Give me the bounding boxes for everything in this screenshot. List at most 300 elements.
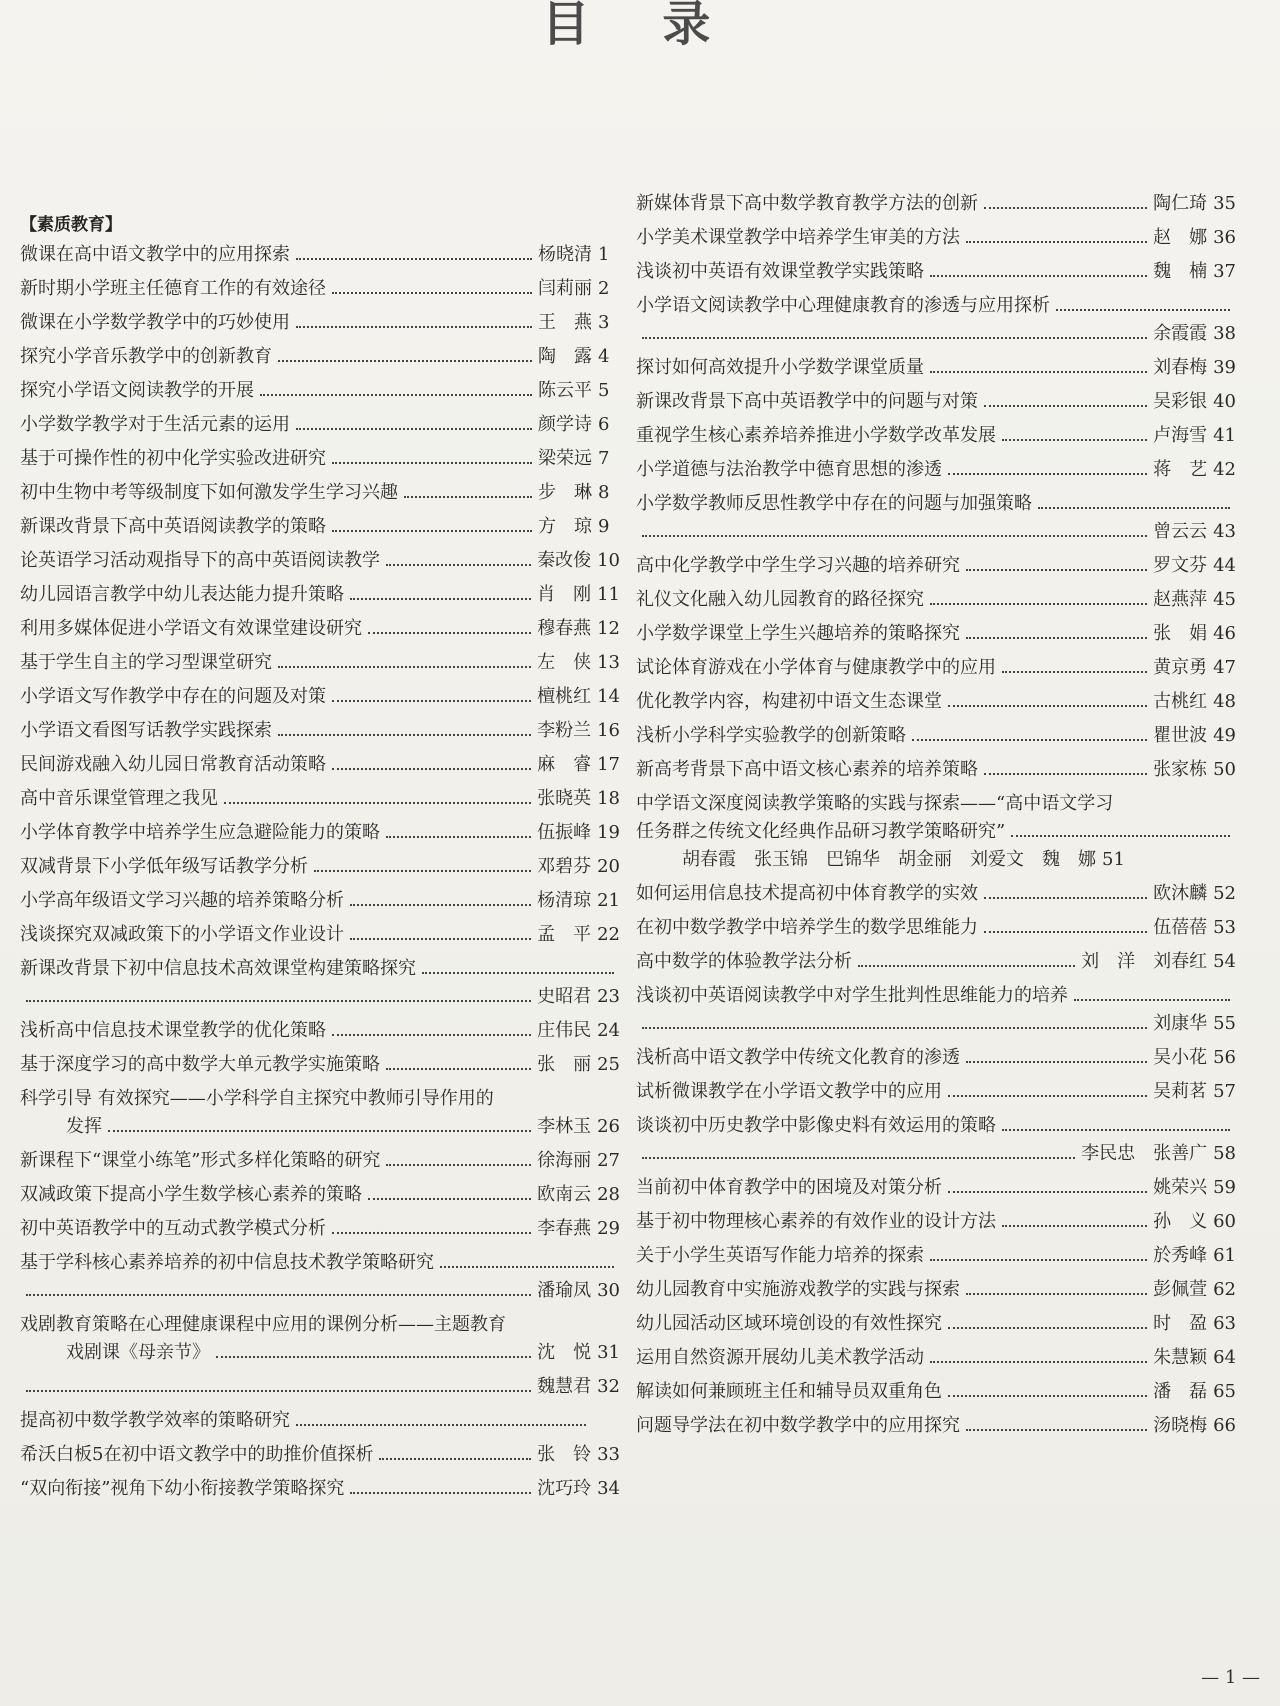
toc-entry — [20, 343, 620, 371]
leader-dots — [350, 938, 531, 940]
toc-entry-page: 59 — [1213, 1177, 1236, 1198]
leader-dots — [386, 564, 531, 566]
toc-entry-author: 瞿世波 — [1153, 725, 1208, 746]
toc-entry-author: 潘瑜凤 — [537, 1280, 592, 1301]
toc-entry-author: 曾云云 — [1153, 521, 1208, 542]
toc-entry — [636, 1276, 1236, 1304]
toc-entry-title: 运用自然资源开展幼儿美术教学活动 — [636, 1347, 924, 1368]
toc-entry-page: 50 — [1213, 759, 1236, 780]
leader-dots — [966, 637, 1147, 639]
toc-entry — [636, 722, 1236, 750]
leader-dots — [332, 1232, 531, 1234]
toc-entry-page: 13 — [597, 652, 620, 673]
toc-entry-page: 53 — [1213, 917, 1236, 938]
leader-dots — [912, 739, 1147, 741]
toc-entry-author: 庄伟民 — [537, 1020, 592, 1041]
toc-entry-page: 10 — [597, 550, 620, 571]
toc-entry-author: 邓碧芬 — [537, 856, 592, 877]
toc-entry-title: 基于学科核心素养培养的初中信息技术教学策略研究 — [20, 1252, 434, 1273]
toc-entry-title: 希沃白板5在初中语文教学中的助推价值探析 — [20, 1444, 374, 1465]
toc-entry — [20, 241, 620, 269]
leader-dots — [260, 394, 532, 396]
toc-entry-author: 蒋 艺 — [1153, 459, 1208, 480]
toc-entry-author: 魏慧君 — [537, 1376, 592, 1397]
toc-entry-page: 9 — [598, 516, 610, 537]
toc-entry-page: 38 — [1213, 323, 1236, 344]
page-title: 目 录 — [541, 0, 739, 52]
toc-entry — [636, 1078, 1236, 1106]
leader-dots — [404, 496, 532, 498]
toc-entry-author: 杨晓清 — [538, 244, 592, 265]
toc-entry — [20, 1017, 620, 1045]
toc-entry — [636, 456, 1236, 484]
toc-entry — [20, 513, 620, 541]
toc-entry-page: 65 — [1213, 1381, 1236, 1402]
toc-entry-title: 小学语文写作教学中存在的问题及对策 — [20, 686, 326, 707]
toc-entry-title: 浅析高中信息技术课堂教学的优化策略 — [20, 1020, 326, 1041]
toc-entry-title: 基于初中物理核心素养的有效作业的设计方法 — [636, 1211, 996, 1232]
leader-dots — [984, 773, 1147, 775]
toc-entry-title: 小学数学教学对于生活元素的运用 — [20, 414, 290, 435]
leader-dots — [966, 1293, 1147, 1295]
toc-entry-author: 史昭君 — [537, 986, 592, 1007]
toc-entry-author: 徐海丽 — [537, 1150, 592, 1171]
leader-dots — [1002, 1129, 1230, 1131]
toc-entry — [20, 785, 620, 813]
toc-entry-title: 浅谈探究双减政策下的小学语文作业设计 — [20, 924, 344, 945]
toc-entry-author: 肖 刚 — [537, 584, 592, 605]
toc-entry-title: 幼儿园活动区域环境创设的有效性探究 — [636, 1313, 942, 1334]
toc-entry-title: 试析微课教学在小学语文教学中的应用 — [636, 1081, 942, 1102]
toc-entry-page: 57 — [1213, 1081, 1236, 1102]
leader-dots — [858, 965, 1075, 967]
toc-entry-title: 幼儿园语言教学中幼儿表达能力提升策略 — [20, 584, 344, 605]
toc-entry — [20, 649, 620, 677]
toc-entry-title: 小学高年级语文学习兴趣的培养策略分析 — [20, 890, 344, 911]
toc-entry — [20, 581, 620, 609]
toc-entry-page: 2 — [598, 278, 610, 299]
toc-entry-author: 黄京勇 — [1153, 657, 1208, 678]
toc-entry-author: 李粉兰 — [537, 720, 592, 741]
toc-entry-author: 张 娟 — [1153, 623, 1208, 644]
toc-entry-title: 在初中数学教学中培养学生的数学思维能力 — [636, 917, 978, 938]
toc-entry-page: 14 — [597, 686, 620, 707]
toc-entry-author: 沈 悦 — [537, 1342, 592, 1363]
toc-entry-title: 新高考背景下高中语文核心素养的培养策略 — [636, 759, 978, 780]
toc-entry-title: 中学语文深度阅读教学策略的实践与探索——“高中语文学习 — [636, 793, 1114, 814]
toc-entry-title: 新课改背景下高中英语阅读教学的策略 — [20, 516, 326, 537]
toc-entry — [636, 422, 1236, 450]
toc-entry-page: 11 — [597, 584, 620, 605]
toc-entry-title: 小学数学课堂上学生兴趣培养的策略探究 — [636, 623, 960, 644]
toc-entry-author: 沈巧玲 — [537, 1478, 592, 1499]
leader-dots — [296, 428, 532, 430]
toc-entry-title: 如何运用信息技术提高初中体育教学的实效 — [636, 883, 978, 904]
toc-entry-title: 浅谈初中英语阅读教学中对学生批判性思维能力的培养 — [636, 985, 1068, 1006]
toc-entry-page: 31 — [597, 1342, 620, 1363]
toc-entry-title: 初中生物中考等级制度下如何激发学生学习兴趣 — [20, 482, 398, 503]
toc-entry — [636, 1044, 1236, 1072]
toc-entry-title: 高中音乐课堂管理之我见 — [20, 788, 218, 809]
toc-entry-multiline — [636, 292, 1236, 348]
toc-entry-title: 重视学生核心素养培养推进小学数学改革发展 — [636, 425, 996, 446]
toc-entry-page: 37 — [1213, 261, 1236, 282]
toc-entry-title: 民间游戏融入幼儿园日常教育活动策略 — [20, 754, 326, 775]
toc-entry-title: 谈谈初中历史教学中影像史料有效运用的策略 — [636, 1115, 996, 1136]
toc-entry-author: 梁荣远 — [538, 448, 592, 469]
leader-dots — [296, 326, 532, 328]
leader-dots — [1056, 309, 1230, 311]
leader-dots — [930, 371, 1147, 373]
toc-entry-title: 优化教学内容，构建初中语文生态课堂 — [636, 691, 942, 712]
leader-dots — [278, 666, 531, 668]
toc-entry-title: 小学美术课堂教学中培养学生审美的方法 — [636, 227, 960, 248]
toc-entry-author: 伍蓓蓓 — [1153, 917, 1208, 938]
toc-entry — [636, 688, 1236, 716]
toc-entry-page: 35 — [1213, 193, 1236, 214]
leader-dots — [1002, 1225, 1147, 1227]
toc-entry — [20, 411, 620, 439]
leader-dots — [278, 360, 532, 362]
leader-dots — [984, 931, 1147, 933]
leader-dots — [984, 207, 1147, 209]
toc-entry-page: 44 — [1213, 555, 1236, 576]
toc-entry-page: 6 — [598, 414, 610, 435]
toc-entry-author: 刘春梅 — [1153, 357, 1208, 378]
leader-dots — [386, 836, 531, 838]
toc-entry-title: 提高初中数学教学效率的策略研究 — [20, 1410, 290, 1431]
toc-entry — [636, 586, 1236, 614]
toc-entry-author: 吴小花 — [1153, 1047, 1208, 1068]
toc-entry-title: 双减政策下提高小学生数学核心素养的策略 — [20, 1184, 362, 1205]
toc-entry-page: 40 — [1213, 391, 1236, 412]
toc-entry-title: 初中英语教学中的互动式教学模式分析 — [20, 1218, 326, 1239]
toc-entry-title-continued: 发挥 — [66, 1116, 102, 1137]
leader-dots — [966, 569, 1147, 571]
toc-entry-author: 秦改俊 — [537, 550, 592, 571]
toc-entry-author: 魏 楠 — [1153, 261, 1208, 282]
leader-dots — [278, 734, 531, 736]
leader-dots — [1074, 999, 1230, 1001]
toc-entry-title: 高中化学教学中学生学习兴趣的培养研究 — [636, 555, 960, 576]
toc-entry-page: 5 — [598, 380, 610, 401]
toc-entry-page: 41 — [1213, 425, 1236, 446]
toc-entry-title: 戏剧教育策略在心理健康课程中应用的课例分析——主题教育 — [20, 1314, 506, 1335]
toc-entry-title: 礼仪文化融入幼儿园教育的路径探究 — [636, 589, 924, 610]
toc-entry-title: 微课在高中语文教学中的应用探索 — [20, 244, 290, 265]
toc-entry-title: 问题导学法在初中数学教学中的应用探究 — [636, 1415, 960, 1436]
toc-entry-title: 小学道德与法治教学中德育思想的渗透 — [636, 459, 942, 480]
toc-entry — [636, 1344, 1236, 1372]
leader-dots — [368, 1198, 531, 1200]
toc-entry — [20, 275, 620, 303]
toc-entry — [20, 1181, 620, 1209]
leader-dots — [966, 1429, 1147, 1431]
leader-dots — [386, 1068, 531, 1070]
leader-dots — [930, 275, 1147, 277]
leader-dots — [314, 870, 531, 872]
toc-entry-page: 12 — [597, 618, 620, 639]
toc-entry-title: 浅析小学科学实验教学的创新策略 — [636, 725, 906, 746]
toc-entry-multiline — [636, 1112, 1236, 1168]
leader-dots — [948, 705, 1147, 707]
toc-entry-page: 66 — [1213, 1415, 1236, 1436]
leader-dots — [642, 1157, 1075, 1159]
toc-entry-page: 27 — [597, 1150, 620, 1171]
toc-entry-title-continued: 任务群之传统文化经典作品研习教学策略研究” — [636, 821, 1006, 842]
toc-entry — [20, 1475, 620, 1503]
leader-dots — [948, 1095, 1147, 1097]
toc-entry-author: 杨清琼 — [537, 890, 592, 911]
leader-dots — [966, 241, 1147, 243]
toc-entry-page: 45 — [1213, 589, 1236, 610]
toc-entry-author: 潘 磊 — [1153, 1381, 1208, 1402]
toc-entry-title: 幼儿园教育中实施游戏教学的实践与探索 — [636, 1279, 960, 1300]
toc-entry-page: 60 — [1213, 1211, 1236, 1232]
toc-entry-author: 朱慧颖 — [1153, 1347, 1208, 1368]
toc-entry — [636, 1310, 1236, 1338]
leader-dots — [224, 802, 531, 804]
leader-dots — [332, 1034, 531, 1036]
toc-entry — [636, 1242, 1236, 1270]
toc-entry-author: 刘 洋 刘春红 — [1081, 951, 1208, 972]
toc-entry-author: 左 侠 — [537, 652, 592, 673]
toc-entry-page: 62 — [1213, 1279, 1236, 1300]
toc-entry-author: 汤晓梅 — [1153, 1415, 1208, 1436]
toc-entry — [636, 552, 1236, 580]
toc-entry-page: 16 — [597, 720, 620, 741]
leader-dots — [332, 462, 532, 464]
toc-entry — [20, 1441, 620, 1469]
toc-entry-title: 探究小学语文阅读教学的开展 — [20, 380, 254, 401]
toc-entry-page: 34 — [597, 1478, 620, 1499]
toc-entry-title: 新媒体背景下高中数学教育教学方法的创新 — [636, 193, 978, 214]
toc-entry-title: “双向衔接”视角下幼小衔接教学策略探究 — [20, 1478, 345, 1499]
toc-entry-author: 卢海雪 — [1153, 425, 1208, 446]
toc-entry-title: 解读如何兼顾班主任和辅导员双重角色 — [636, 1381, 942, 1402]
toc-entry-page: 3 — [598, 312, 610, 333]
toc-entry-title: 双减背景下小学低年级写话教学分析 — [20, 856, 308, 877]
leader-dots — [1011, 835, 1230, 837]
leader-dots — [368, 632, 531, 634]
toc-entry-page: 23 — [597, 986, 620, 1007]
toc-entry-page: 43 — [1213, 521, 1236, 542]
toc-entry-author: 李民忠 张善广 — [1081, 1143, 1208, 1164]
toc-entry-page: 61 — [1213, 1245, 1236, 1266]
leader-dots — [386, 1164, 531, 1166]
toc-entry-page: 29 — [597, 1218, 620, 1239]
toc-entry-page: 17 — [597, 754, 620, 775]
toc-entry — [20, 683, 620, 711]
toc-entry-author: 张家栋 — [1153, 759, 1208, 780]
leader-dots — [948, 473, 1147, 475]
toc-entry-page: 4 — [598, 346, 610, 367]
toc-entry-page: 18 — [597, 788, 620, 809]
toc-entry-author: 穆春燕 — [537, 618, 592, 639]
toc-entry-page: 32 — [597, 1376, 620, 1397]
toc-entry-page: 33 — [597, 1444, 620, 1465]
toc-entry — [20, 751, 620, 779]
toc-entry-title: 高中数学的体验教学法分析 — [636, 951, 852, 972]
toc-entry-title: 关于小学生英语写作能力培养的探索 — [636, 1245, 924, 1266]
toc-entry — [20, 921, 620, 949]
leader-dots — [108, 1130, 531, 1132]
toc-entry-multiline — [20, 1311, 620, 1367]
toc-entry-title: 论英语学习活动观指导下的高中英语阅读教学 — [20, 550, 380, 571]
toc-entry-page: 25 — [597, 1054, 620, 1075]
toc-entry — [20, 1215, 620, 1243]
toc-entry-author: 欧沐麟 — [1153, 883, 1208, 904]
toc-entry-multiline — [20, 1249, 620, 1305]
toc-entry-page: 63 — [1213, 1313, 1236, 1334]
toc-entry-author: 麻 睿 — [537, 754, 592, 775]
leader-dots — [930, 603, 1147, 605]
toc-entry-page: 48 — [1213, 691, 1236, 712]
toc-entry-title: 新时期小学班主任德育工作的有效途径 — [20, 278, 326, 299]
toc-entry — [20, 547, 620, 575]
leader-dots — [966, 1061, 1147, 1063]
toc-entry-multiline — [636, 490, 1236, 546]
leader-dots — [984, 405, 1147, 407]
toc-entry-author: 古桃红 — [1153, 691, 1208, 712]
toc-entry-author: 张晓英 — [537, 788, 592, 809]
toc-entry-page: 56 — [1213, 1047, 1236, 1068]
toc-entry — [636, 1378, 1236, 1406]
toc-entry-page: 20 — [597, 856, 620, 877]
toc-entry-page: 26 — [597, 1116, 620, 1137]
toc-entry — [20, 853, 620, 881]
toc-entry-multiline — [636, 982, 1236, 1038]
leader-dots — [350, 1492, 531, 1494]
toc-entry-page: 30 — [597, 1280, 620, 1301]
toc-entry — [636, 620, 1236, 648]
leader-dots — [296, 258, 532, 260]
toc-entry — [20, 887, 620, 915]
toc-entry-title: 新课改背景下初中信息技术高效课堂构建策略探究 — [20, 958, 416, 979]
toc-entry — [20, 819, 620, 847]
toc-entry-author: 姚荣兴 — [1153, 1177, 1208, 1198]
toc-entry — [636, 880, 1236, 908]
toc-entry-page: 46 — [1213, 623, 1236, 644]
toc-entry-author: 张 铃 — [537, 1444, 592, 1465]
toc-entry-page: 52 — [1213, 883, 1236, 904]
leader-dots — [332, 530, 532, 532]
toc-entry-title: 当前初中体育教学中的困境及对策分析 — [636, 1177, 942, 1198]
toc-entry-title-continued: 戏剧课《母亲节》 — [66, 1342, 210, 1363]
leader-dots — [642, 337, 1147, 339]
leader-dots — [216, 1356, 531, 1358]
toc-entry-title: 微课在小学数学教学中的巧妙使用 — [20, 312, 290, 333]
toc-entry-title: 新课程下“课堂小练笔”形式多样化策略的研究 — [20, 1150, 381, 1171]
toc-right-column — [636, 190, 1236, 1446]
toc-entry — [20, 615, 620, 643]
toc-entry-author: 陶仁琦 — [1153, 193, 1208, 214]
toc-entry-author: 欧南云 — [537, 1184, 592, 1205]
toc-entry-page: 54 — [1213, 951, 1236, 972]
toc-entry-title: 科学引导 有效探究——小学科学自主探究中教师引导作用的 — [20, 1088, 494, 1109]
toc-entry — [20, 445, 620, 473]
toc-entry-author: 颜学诗 — [538, 414, 592, 435]
toc-entry-author: 於秀峰 — [1153, 1245, 1208, 1266]
leader-dots — [379, 1458, 531, 1460]
toc-entry-author: 伍振峰 — [537, 822, 592, 843]
toc-entry-title: 基于学生自主的学习型课堂研究 — [20, 652, 272, 673]
toc-entry-author: 王 燕 — [538, 312, 592, 333]
toc-entry — [636, 1412, 1236, 1440]
toc-entry — [636, 1208, 1236, 1236]
toc-entry — [636, 258, 1236, 286]
toc-entry-author: 陶 露 — [538, 346, 592, 367]
toc-entry-title: 试论体育游戏在小学体育与健康教学中的应用 — [636, 657, 996, 678]
toc-entry-page: 42 — [1213, 459, 1236, 480]
leader-dots — [296, 1424, 586, 1426]
leader-dots — [984, 897, 1147, 899]
toc-entry-title: 浅析高中语文教学中传统文化教育的渗透 — [636, 1047, 960, 1068]
leader-dots — [332, 768, 531, 770]
toc-entry-page: 47 — [1213, 657, 1236, 678]
toc-entry-author: 步 琳 — [538, 482, 592, 503]
leader-dots — [1038, 507, 1230, 509]
toc-entry — [636, 914, 1236, 942]
toc-entry-title: 新课改背景下高中英语教学中的问题与对策 — [636, 391, 978, 412]
toc-entry-author: 吴莉茗 — [1153, 1081, 1208, 1102]
toc-entry-page: 39 — [1213, 357, 1236, 378]
toc-entry-title: 小学体育教学中培养学生应急避险能力的策略 — [20, 822, 380, 843]
leader-dots — [930, 1361, 1147, 1363]
leader-dots — [422, 972, 614, 974]
toc-entry-author: 李林玉 — [537, 1116, 592, 1137]
toc-entry — [20, 717, 620, 745]
toc-entry-author: 刘康华 — [1153, 1013, 1208, 1034]
toc-entry-author: 赵 娜 — [1153, 227, 1208, 248]
leader-dots — [26, 1294, 531, 1296]
leader-dots — [642, 1027, 1147, 1029]
leader-dots — [332, 700, 531, 702]
toc-entry-multiline — [20, 1085, 620, 1141]
toc-entry-author: 孙 义 — [1153, 1211, 1208, 1232]
toc-entry — [20, 1373, 620, 1401]
toc-entry-page: 58 — [1213, 1143, 1236, 1164]
toc-entry-author: 时 盈 — [1153, 1313, 1208, 1334]
toc-entry — [636, 654, 1236, 682]
toc-left-column — [20, 210, 620, 1509]
toc-entry-title: 探究小学音乐教学中的创新教育 — [20, 346, 272, 367]
leader-dots — [26, 1000, 531, 1002]
toc-entry — [20, 1147, 620, 1175]
toc-entry-page: 7 — [598, 448, 610, 469]
toc-entry-author: 赵燕萍 — [1153, 589, 1208, 610]
toc-entry-page: 21 — [597, 890, 620, 911]
toc-entry-page: 1 — [598, 244, 610, 265]
toc-entry — [636, 756, 1236, 784]
toc-entry — [636, 354, 1236, 382]
toc-entry-title: 利用多媒体促进小学语文有效课堂建设研究 — [20, 618, 362, 639]
toc-entry-author: 闫莉丽 — [538, 278, 592, 299]
toc-entry-page: 55 — [1213, 1013, 1236, 1034]
toc-entry-author: 余霞霞 — [1153, 323, 1208, 344]
toc-entry-page: 49 — [1213, 725, 1236, 746]
toc-entry-authors: 胡春霞 张玉锦 巴锦华 胡金丽 刘爱文 魏 娜 — [682, 849, 1096, 870]
leader-dots — [948, 1327, 1147, 1329]
toc-entry — [636, 948, 1236, 976]
toc-entry — [636, 190, 1236, 218]
toc-entry-author: 彭佩萱 — [1153, 1279, 1208, 1300]
toc-entry-page: 24 — [597, 1020, 620, 1041]
toc-entry-author: 檀桃红 — [537, 686, 592, 707]
toc-entry-multiline — [636, 790, 1236, 874]
toc-entry-page: 36 — [1213, 227, 1236, 248]
leader-dots — [642, 535, 1147, 537]
